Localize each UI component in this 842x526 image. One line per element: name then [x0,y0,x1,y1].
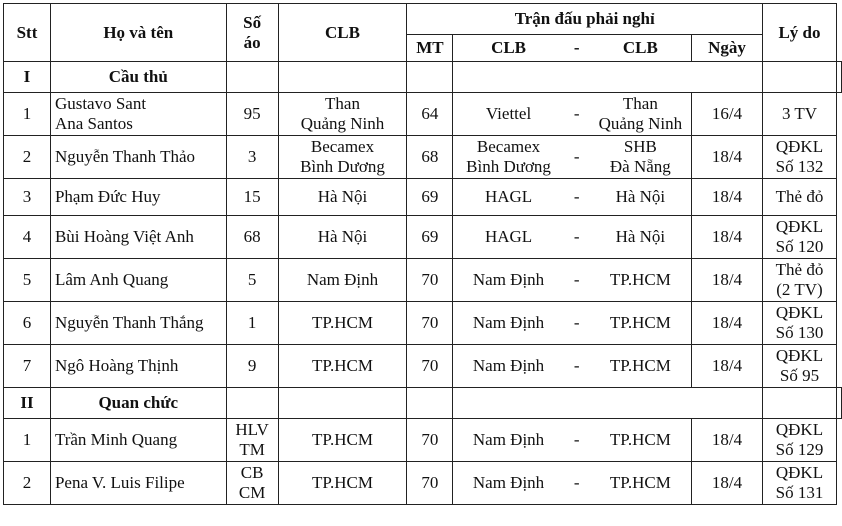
table-row [4,302,842,345]
row-club-a-line1: Nam Định [472,430,545,449]
row-shirt [226,462,278,505]
row-reason-line2: Số 120 [775,237,824,256]
row-club-b [590,345,692,388]
header-shirt-line2: áo [243,32,261,52]
row-reason-line1: 3 TV [781,104,818,123]
row-reason-line1: QĐKL [775,137,824,156]
row-mt: 70 [407,345,453,388]
section-row [4,388,842,419]
row-club-b [590,93,692,136]
row-club [278,345,407,388]
row-name-line1: Lâm Anh Quang [54,270,169,289]
row-club [278,419,407,462]
row-mt: 70 [407,302,453,345]
row-mt: 69 [407,179,453,216]
row-club-b [590,179,692,216]
row-name-line2: Ana Santos [54,114,133,133]
row-mt: 70 [407,462,453,505]
row-club-line1: Than [325,94,360,113]
row-stt: 6 [4,302,51,345]
row-reason-line2: Số 130 [775,323,824,342]
table-row [4,345,842,388]
empty-cell [226,388,278,419]
row-name [50,136,226,179]
empty-cell [762,388,836,419]
header-mt: MT [407,35,453,62]
row-shirt [226,259,278,302]
table-row [4,216,842,259]
row-dash: - [564,179,590,216]
row-club [278,302,407,345]
row-reason-line1: Thẻ đỏ [775,187,824,206]
row-club-a-line2: Bình Dương [466,157,551,176]
row-mt: 68 [407,136,453,179]
row-club-line1: Hà Nội [317,227,368,246]
row-club-b [590,302,692,345]
header-shirt-line1: Số [243,12,262,32]
section-title: Cầu thủ [50,62,226,93]
row-shirt [226,302,278,345]
row-club-a-line1: Nam Định [472,270,545,289]
row-club-b [590,462,692,505]
row-club-a-line1: Becamex [476,137,541,156]
row-club-line1: TP.HCM [312,313,373,332]
row-club [278,93,407,136]
row-reason [762,302,836,345]
row-name [50,345,226,388]
row-club-a [453,345,564,388]
row-club-b-line1: TP.HCM [609,356,671,375]
row-club-a [453,462,564,505]
row-club-line1: TP.HCM [312,356,373,375]
row-club-b-line1: TP.HCM [609,313,671,332]
table-row [4,136,842,179]
row-reason-line1: Thẻ đỏ [775,260,824,279]
row-club-a-line1: HAGL [484,227,533,246]
row-club-line1: Nam Định [306,270,379,289]
row-dash: - [564,462,590,505]
header-stt: Stt [4,4,51,62]
row-shirt-line2: CM [238,483,266,502]
row-stt: 1 [4,419,51,462]
row-reason [762,419,836,462]
row-name [50,93,226,136]
row-club-b-line1: SHB [623,137,657,156]
row-shirt-line1: 1 [247,313,257,332]
row-stt: 3 [4,179,51,216]
empty-cell [226,62,278,93]
row-club-a-line1: HAGL [484,187,533,206]
empty-cell [278,388,407,419]
row-reason-line1: QĐKL [775,303,824,322]
row-club-a [453,419,564,462]
table-row [4,179,842,216]
row-reason-line1: QĐKL [775,346,824,365]
row-club-a [453,179,564,216]
row-date: 18/4 [692,259,763,302]
row-reason-line1: QĐKL [775,217,824,236]
row-mt: 69 [407,216,453,259]
row-club-a [453,259,564,302]
row-shirt-line2: TM [239,440,265,459]
row-stt: 7 [4,345,51,388]
row-name-line1: Nguyễn Thanh Thảo [54,147,196,166]
row-dash: - [564,259,590,302]
row-date: 18/4 [692,419,763,462]
row-reason [762,179,836,216]
row-shirt-line1: HLV [235,420,269,439]
row-club [278,462,407,505]
row-club-a-line1: Nam Định [472,356,545,375]
row-reason-line2: Số 131 [775,483,824,502]
empty-cell [278,62,407,93]
row-club-line1: TP.HCM [312,473,373,492]
row-shirt [226,345,278,388]
row-club-b [590,419,692,462]
section-title: Quan chức [50,388,226,419]
row-dash: - [564,345,590,388]
row-club [278,136,407,179]
row-shirt-line1: 15 [243,187,261,206]
table-row [4,93,842,136]
row-name-line1: Ngô Hoàng Thịnh [54,356,179,375]
suspension-table [3,3,842,505]
row-name [50,259,226,302]
empty-cell [837,388,842,419]
header-reason: Lý do [762,4,836,62]
section-index: I [4,62,51,93]
header-shirt [226,4,278,62]
row-name [50,462,226,505]
row-club [278,179,407,216]
row-reason-line2: Số 129 [775,440,824,459]
row-reason-line2: Số 95 [779,366,820,385]
row-reason [762,259,836,302]
row-club-a-line1: Viettel [485,104,532,123]
row-shirt [226,93,278,136]
row-club-b-line1: TP.HCM [609,430,671,449]
row-club-line1: Hà Nội [317,187,368,206]
header-name: Họ và tên [50,4,226,62]
row-date: 18/4 [692,462,763,505]
row-reason [762,462,836,505]
row-name [50,216,226,259]
row-mt: 64 [407,93,453,136]
empty-cell [453,388,763,419]
header-club: CLB [278,4,407,62]
row-dash: - [564,136,590,179]
row-name-line1: Pena V. Luis Filipe [54,473,185,492]
row-reason-line1: QĐKL [775,420,824,439]
header-club-b: CLB [590,35,692,62]
table-row [4,419,842,462]
table-body [4,62,842,505]
header-dash: - [564,35,590,62]
row-dash: - [564,216,590,259]
table-row [4,462,842,505]
row-reason-line2: Số 132 [775,157,824,176]
row-mt: 70 [407,419,453,462]
empty-cell [453,62,763,93]
row-stt: 1 [4,93,51,136]
row-name-line1: Bùi Hoàng Việt Anh [54,227,194,246]
row-date: 18/4 [692,345,763,388]
empty-cell [837,62,842,93]
row-club-a-line1: Nam Định [472,313,545,332]
row-club-b [590,259,692,302]
row-shirt-line1: 3 [247,147,257,166]
row-dash: - [564,419,590,462]
row-stt: 2 [4,462,51,505]
empty-cell [407,388,453,419]
header-date: Ngày [692,35,763,62]
row-club-a [453,93,564,136]
row-name-line1: Trần Minh Quang [54,430,178,449]
row-date: 18/4 [692,136,763,179]
section-index: II [4,388,51,419]
row-name-line1: Gustavo Sant [54,94,147,113]
row-dash: - [564,302,590,345]
row-shirt-line1: 95 [243,104,261,123]
row-club-line1: Becamex [310,137,375,156]
row-shirt [226,419,278,462]
row-stt: 4 [4,216,51,259]
header-matches: Trận đấu phải nghỉ [407,4,763,35]
row-shirt [226,216,278,259]
table-row [4,259,842,302]
row-stt: 5 [4,259,51,302]
row-shirt-line1: 68 [243,227,261,246]
row-date: 18/4 [692,302,763,345]
row-club-a-line1: Nam Định [472,473,545,492]
row-date: 18/4 [692,179,763,216]
row-club-b-line1: TP.HCM [609,473,671,492]
row-name-line1: Nguyễn Thanh Thắng [54,313,204,332]
row-mt: 70 [407,259,453,302]
row-club-a [453,136,564,179]
header-club-a: CLB [453,35,564,62]
row-club-b-line1: Hà Nội [615,227,666,246]
row-shirt-line1: 9 [247,356,257,375]
row-reason [762,93,836,136]
row-reason [762,345,836,388]
row-reason-line1: QĐKL [775,463,824,482]
row-club-b [590,136,692,179]
row-club-b [590,216,692,259]
row-name [50,419,226,462]
row-name-line1: Phạm Đức Huy [54,187,161,206]
row-shirt [226,179,278,216]
row-date: 16/4 [692,93,763,136]
empty-cell [762,62,836,93]
empty-cell [407,62,453,93]
row-club-b-line1: Than [622,94,658,113]
row-club [278,216,407,259]
row-club-b-line1: Hà Nội [615,187,666,206]
row-dash: - [564,93,590,136]
row-shirt [226,136,278,179]
row-club-b-line2: Quảng Ninh [598,114,683,133]
row-club-a [453,216,564,259]
row-club-b-line2: Đà Nẵng [609,157,671,176]
row-club-line2: Quảng Ninh [300,114,385,133]
row-name [50,302,226,345]
row-reason-line2: (2 TV) [776,280,823,299]
section-row [4,62,842,93]
row-club-b-line1: TP.HCM [609,270,671,289]
row-stt: 2 [4,136,51,179]
row-reason [762,216,836,259]
row-shirt-line1: CB [240,463,264,482]
row-name [50,179,226,216]
row-club [278,259,407,302]
row-club-line1: TP.HCM [312,430,373,449]
row-shirt-line1: 5 [247,270,257,289]
row-club-line2: Bình Dương [300,157,385,176]
row-reason [762,136,836,179]
row-club-a [453,302,564,345]
row-date: 18/4 [692,216,763,259]
